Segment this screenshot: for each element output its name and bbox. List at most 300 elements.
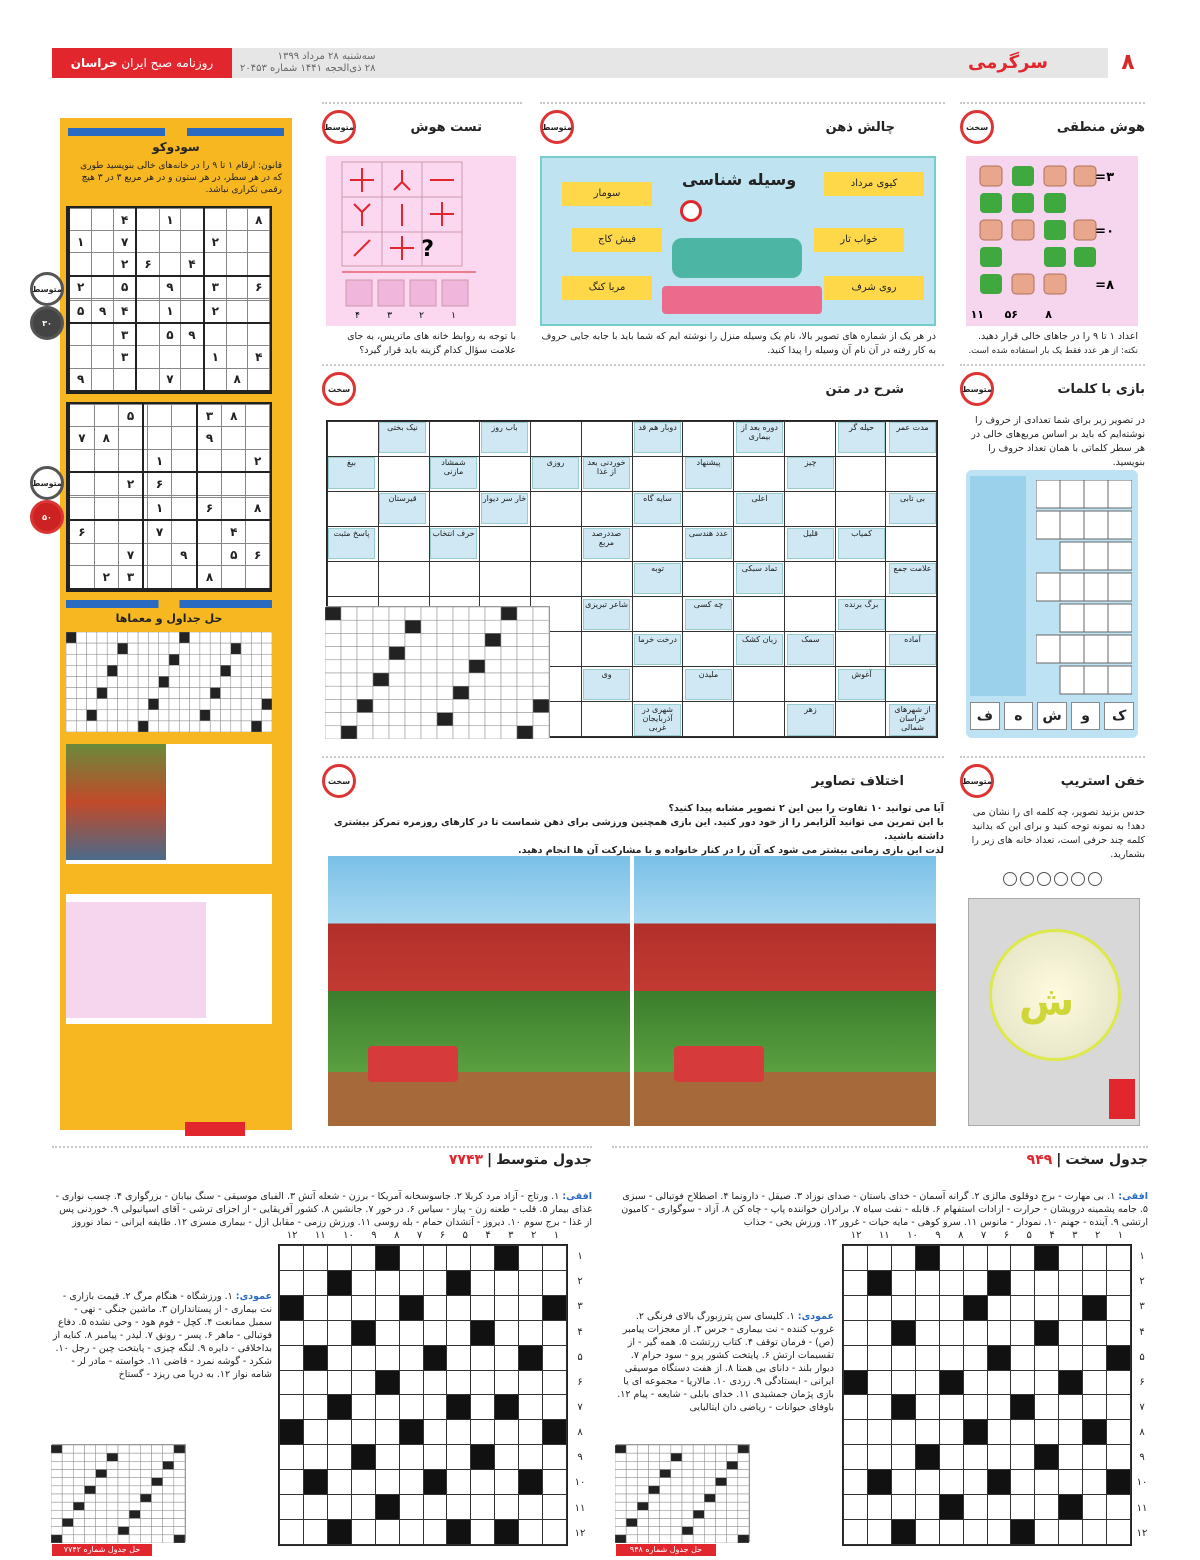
sudoku-cell[interactable] [171, 520, 196, 543]
sudoku-cell[interactable]: ۴ [113, 209, 136, 231]
crossword-cell[interactable] [581, 702, 632, 737]
crossword-cell[interactable] [375, 1519, 399, 1544]
crossword-cell[interactable] [844, 1470, 868, 1495]
sudoku-cell[interactable]: ۸ [226, 368, 248, 391]
crossword-cell[interactable] [835, 632, 886, 667]
crossword-cell[interactable] [471, 1470, 495, 1495]
crossword-cell[interactable] [915, 1395, 939, 1420]
crossword-cell[interactable] [1107, 1246, 1131, 1271]
crossword-cell[interactable] [543, 1370, 567, 1395]
crossword-cell[interactable] [543, 1270, 567, 1295]
sudoku-cell[interactable] [113, 368, 136, 391]
crossword-cell[interactable] [915, 1470, 939, 1495]
crossword-cell[interactable] [835, 702, 886, 737]
sudoku-cell[interactable]: ۴ [248, 346, 270, 368]
sudoku-cell[interactable] [69, 472, 94, 495]
crossword-cell[interactable] [1011, 1295, 1035, 1320]
crossword-cell[interactable] [939, 1445, 963, 1470]
crossword-cell[interactable] [683, 562, 734, 597]
crossword-cell[interactable] [844, 1270, 868, 1295]
crossword-cell[interactable] [399, 1345, 423, 1370]
sudoku-cell[interactable] [143, 497, 147, 520]
sudoku-cell[interactable]: ۴ [113, 300, 136, 323]
crossword-cell[interactable] [399, 1320, 423, 1345]
crossword-cell[interactable] [1011, 1270, 1035, 1295]
crossword-cell[interactable] [1107, 1495, 1131, 1520]
sudoku-cell[interactable]: ۹ [69, 368, 92, 391]
crossword-cell[interactable] [1059, 1320, 1083, 1345]
sudoku-cell[interactable] [181, 368, 204, 391]
crossword-cell[interactable] [375, 1345, 399, 1370]
crossword-cell[interactable] [891, 1495, 915, 1520]
crossword-cell[interactable] [423, 1246, 447, 1271]
crossword-cell[interactable] [378, 457, 429, 492]
crossword-cell[interactable] [327, 1445, 351, 1470]
crossword-cell[interactable] [447, 1445, 471, 1470]
crossword-cell[interactable] [1059, 1470, 1083, 1495]
crossword-cell[interactable] [495, 1420, 519, 1445]
sudoku-cell[interactable]: ۷ [159, 368, 181, 391]
crossword-cell[interactable] [351, 1295, 375, 1320]
crossword-cell[interactable] [351, 1246, 375, 1271]
sudoku-cell[interactable]: ۳ [113, 346, 136, 368]
crossword-cell[interactable] [963, 1320, 987, 1345]
crossword-cell[interactable] [480, 562, 531, 597]
crossword-cell[interactable] [987, 1420, 1011, 1445]
sudoku-cell[interactable] [136, 346, 159, 368]
sudoku-cell[interactable] [171, 449, 196, 472]
crossword-cell[interactable] [784, 492, 835, 527]
crossword-cell[interactable] [543, 1345, 567, 1370]
crossword-cell[interactable] [304, 1420, 328, 1445]
crossword-cell[interactable] [632, 667, 683, 702]
crossword-cell[interactable] [1035, 1495, 1059, 1520]
crossword-cell[interactable] [835, 562, 886, 597]
crossword-cell[interactable] [375, 1320, 399, 1345]
crossword-cell[interactable] [351, 1420, 375, 1445]
crossword-cell[interactable] [868, 1370, 892, 1395]
crossword-cell[interactable] [915, 1295, 939, 1320]
crossword-cell[interactable] [868, 1345, 892, 1370]
crossword-cell[interactable] [1011, 1320, 1035, 1345]
crossword-cell[interactable] [987, 1495, 1011, 1520]
sudoku-cell[interactable] [136, 368, 159, 391]
crossword-cell[interactable] [531, 422, 582, 457]
sudoku-cell[interactable] [136, 300, 159, 323]
crossword-cell[interactable] [423, 1370, 447, 1395]
sudoku-cell[interactable] [159, 253, 181, 276]
sudoku-cell[interactable] [148, 566, 172, 589]
sudoku-cell[interactable]: ۲ [204, 231, 227, 253]
sudoku-cell[interactable]: ۳ [113, 323, 136, 346]
sudoku-cell[interactable] [226, 276, 248, 299]
sudoku-cell[interactable] [118, 449, 143, 472]
crossword-cell[interactable] [423, 1495, 447, 1520]
sudoku-cell[interactable]: ۱ [204, 346, 227, 368]
crossword-cell[interactable] [280, 1270, 304, 1295]
crossword-cell[interactable] [891, 1270, 915, 1295]
crossword-cell[interactable] [471, 1295, 495, 1320]
sudoku-cell[interactable] [181, 209, 204, 231]
crossword-cell[interactable] [495, 1445, 519, 1470]
sudoku-cell[interactable] [69, 497, 94, 520]
sudoku-cell[interactable]: ۵ [159, 323, 181, 346]
crossword-cell[interactable] [304, 1370, 328, 1395]
crossword-cell[interactable] [304, 1445, 328, 1470]
crossword-cell[interactable] [471, 1395, 495, 1420]
crossword-cell[interactable] [423, 1519, 447, 1544]
sudoku-cell[interactable] [143, 449, 147, 472]
crossword-cell[interactable] [1107, 1270, 1131, 1295]
crossword-cell[interactable] [1083, 1495, 1107, 1520]
crossword-cell[interactable] [1059, 1295, 1083, 1320]
sudoku-cell[interactable] [246, 520, 270, 543]
crossword-cell[interactable] [1083, 1270, 1107, 1295]
sudoku-cell[interactable] [143, 427, 147, 449]
crossword-cell[interactable] [963, 1395, 987, 1420]
sudoku-grid-2[interactable] [66, 402, 272, 592]
crossword-cell[interactable] [399, 1395, 423, 1420]
crossword-cell[interactable] [1059, 1420, 1083, 1445]
crossword-cell[interactable] [429, 422, 480, 457]
crossword-cell[interactable] [1107, 1395, 1131, 1420]
sudoku-cell[interactable] [148, 543, 172, 565]
crossword-cell[interactable] [939, 1320, 963, 1345]
crossword-cell[interactable] [1083, 1246, 1107, 1271]
sudoku-cell[interactable]: ۲ [113, 253, 136, 276]
sudoku-cell[interactable]: ۹ [197, 427, 222, 449]
sudoku-cell[interactable]: ۲ [94, 566, 118, 589]
crossword-cell[interactable] [447, 1295, 471, 1320]
crossword-cell[interactable] [304, 1295, 328, 1320]
crossword-cell[interactable] [886, 457, 937, 492]
crossword-cell[interactable] [327, 1495, 351, 1520]
sudoku-cell[interactable] [222, 497, 246, 520]
crossword-cell[interactable] [1107, 1370, 1131, 1395]
crossword-cell[interactable] [423, 1320, 447, 1345]
crossword-cell[interactable] [963, 1495, 987, 1520]
crossword-cell[interactable] [328, 492, 379, 527]
crossword-cell[interactable] [1059, 1445, 1083, 1470]
sudoku-cell[interactable] [222, 449, 246, 472]
crossword-cell[interactable] [447, 1345, 471, 1370]
sudoku-cell[interactable]: ۴ [222, 520, 246, 543]
sudoku-cell[interactable] [148, 427, 172, 449]
sudoku-cell[interactable] [181, 276, 204, 299]
crossword-cell[interactable] [784, 422, 835, 457]
crossword-cell[interactable] [987, 1295, 1011, 1320]
crossword-cell[interactable] [868, 1295, 892, 1320]
crossword-cell[interactable] [519, 1270, 543, 1295]
crossword-cell[interactable] [351, 1519, 375, 1544]
crossword-cell[interactable] [1011, 1445, 1035, 1470]
sudoku-cell[interactable]: ۵ [69, 300, 92, 323]
crossword-cell[interactable] [429, 492, 480, 527]
crossword-cell[interactable] [987, 1370, 1011, 1395]
sudoku-cell[interactable] [118, 427, 143, 449]
crossword-cell[interactable] [351, 1495, 375, 1520]
crossword-cell[interactable] [543, 1495, 567, 1520]
sudoku-cell[interactable] [248, 231, 270, 253]
crossword-cell[interactable] [939, 1270, 963, 1295]
crossword-cell[interactable] [891, 1470, 915, 1495]
crossword-cell[interactable] [1059, 1519, 1083, 1544]
crossword-cell[interactable] [939, 1519, 963, 1544]
crossword-cell[interactable] [447, 1470, 471, 1495]
crossword-cell[interactable] [963, 1246, 987, 1271]
crossword-cell[interactable] [471, 1345, 495, 1370]
crossword-cell[interactable] [915, 1270, 939, 1295]
crossword-cell[interactable] [1035, 1470, 1059, 1495]
crossword-cell[interactable] [471, 1420, 495, 1445]
sudoku-cell[interactable] [204, 323, 227, 346]
crossword-cell[interactable] [399, 1270, 423, 1295]
crossword-cell[interactable] [543, 1246, 567, 1271]
sudoku-cell[interactable] [69, 253, 92, 276]
sudoku-cell[interactable] [171, 472, 196, 495]
crossword-cell[interactable] [423, 1295, 447, 1320]
crossword-cell[interactable] [1035, 1345, 1059, 1370]
sudoku-cell[interactable] [226, 209, 248, 231]
crossword-cell[interactable] [423, 1420, 447, 1445]
crossword-cell[interactable] [915, 1519, 939, 1544]
sudoku-cell[interactable]: ۸ [94, 427, 118, 449]
crossword-cell[interactable] [378, 562, 429, 597]
crossword-cell[interactable] [1107, 1320, 1131, 1345]
crossword-cell[interactable] [429, 562, 480, 597]
crossword-cell[interactable] [378, 527, 429, 562]
crossword-cell[interactable] [304, 1519, 328, 1544]
crossword-cell[interactable] [1107, 1519, 1131, 1544]
crossword-cell[interactable] [844, 1246, 868, 1271]
crossword-cell[interactable] [886, 527, 937, 562]
sudoku-cell[interactable]: ۹ [92, 300, 114, 323]
sudoku-cell[interactable] [248, 323, 270, 346]
crossword-cell[interactable] [304, 1270, 328, 1295]
sudoku-cell[interactable] [94, 543, 118, 565]
crossword-cell[interactable] [734, 702, 785, 737]
crossword-cell[interactable] [844, 1295, 868, 1320]
crossword-cell[interactable] [351, 1345, 375, 1370]
sudoku-cell[interactable]: ۳ [118, 566, 143, 589]
crossword-cell[interactable] [784, 562, 835, 597]
crossword-cell[interactable] [939, 1345, 963, 1370]
sudoku-grid-1[interactable] [66, 206, 272, 394]
crossword-cell[interactable] [519, 1295, 543, 1320]
crossword-cell[interactable] [632, 457, 683, 492]
crossword-cell[interactable] [519, 1495, 543, 1520]
sudoku-cell[interactable]: ۸ [248, 209, 270, 231]
sudoku-cell[interactable] [222, 472, 246, 495]
sudoku-cell[interactable] [69, 346, 92, 368]
sudoku-cell[interactable] [69, 449, 94, 472]
crossword-cell[interactable] [351, 1470, 375, 1495]
crossword-cell[interactable] [280, 1519, 304, 1544]
crossword-cell[interactable] [1011, 1495, 1035, 1520]
crossword-cell[interactable] [891, 1295, 915, 1320]
crossword-cell[interactable] [915, 1370, 939, 1395]
crossword-cell[interactable] [1059, 1345, 1083, 1370]
crossword-cell[interactable] [1107, 1445, 1131, 1470]
sudoku-cell[interactable]: ۶ [148, 472, 172, 495]
crossword-cell[interactable] [868, 1445, 892, 1470]
crossword-cell[interactable] [447, 1320, 471, 1345]
crossword-cell[interactable] [519, 1445, 543, 1470]
sudoku-cell[interactable] [92, 276, 114, 299]
crossword-cell[interactable] [939, 1295, 963, 1320]
crossword-cell[interactable] [495, 1295, 519, 1320]
crossword-cell[interactable] [844, 1495, 868, 1520]
crossword-cell[interactable] [471, 1270, 495, 1295]
crossword-cell[interactable] [939, 1395, 963, 1420]
sudoku-cell[interactable]: ۶ [197, 497, 222, 520]
crossword-cell[interactable] [399, 1495, 423, 1520]
crossword-cell[interactable] [683, 632, 734, 667]
crossword-cell[interactable] [1035, 1420, 1059, 1445]
sudoku-cell[interactable] [171, 497, 196, 520]
crossword-cell[interactable] [531, 492, 582, 527]
crossword-cell[interactable] [987, 1519, 1011, 1544]
sudoku-cell[interactable] [92, 231, 114, 253]
sudoku-cell[interactable]: ۸ [246, 497, 270, 520]
crossword-cell[interactable] [939, 1246, 963, 1271]
crossword-cell[interactable] [495, 1495, 519, 1520]
crossword-cell[interactable] [375, 1395, 399, 1420]
crossword-cell[interactable] [987, 1445, 1011, 1470]
sudoku-cell[interactable] [248, 253, 270, 276]
crossword-cell[interactable] [328, 562, 379, 597]
crossword-cell[interactable] [375, 1420, 399, 1445]
crossword-cell[interactable] [891, 1246, 915, 1271]
crossword-cell[interactable] [327, 1470, 351, 1495]
sudoku-cell[interactable]: ۸ [197, 566, 222, 589]
crossword-cell[interactable] [471, 1370, 495, 1395]
sudoku-cell[interactable]: ۵ [113, 276, 136, 299]
sudoku-cell[interactable]: ۲ [69, 276, 92, 299]
crossword-cell[interactable] [447, 1495, 471, 1520]
crossword-cell[interactable] [351, 1395, 375, 1420]
crossword-cell[interactable] [1083, 1370, 1107, 1395]
crossword-cell[interactable] [495, 1270, 519, 1295]
crossword-cell[interactable] [375, 1270, 399, 1295]
jadval-motevaset-grid[interactable] [278, 1244, 568, 1546]
crossword-cell[interactable] [868, 1246, 892, 1271]
sudoku-cell[interactable] [246, 472, 270, 495]
sudoku-cell[interactable]: ۶ [69, 520, 94, 543]
sudoku-cell[interactable]: ۳ [197, 405, 222, 427]
sudoku-cell[interactable] [248, 368, 270, 391]
sudoku-cell[interactable]: ۷ [113, 231, 136, 253]
crossword-cell[interactable] [835, 492, 886, 527]
sudoku-cell[interactable] [69, 323, 92, 346]
crossword-cell[interactable] [844, 1320, 868, 1345]
crossword-cell[interactable] [280, 1370, 304, 1395]
crossword-cell[interactable] [1059, 1270, 1083, 1295]
sudoku-cell[interactable] [226, 323, 248, 346]
crossword-cell[interactable] [1011, 1345, 1035, 1370]
crossword-cell[interactable] [543, 1395, 567, 1420]
crossword-cell[interactable] [327, 1320, 351, 1345]
sudoku-cell[interactable] [171, 427, 196, 449]
sudoku-cell[interactable] [69, 405, 94, 427]
crossword-cell[interactable] [280, 1395, 304, 1420]
sudoku-cell[interactable] [69, 543, 94, 565]
crossword-cell[interactable] [327, 1295, 351, 1320]
crossword-cell[interactable] [915, 1345, 939, 1370]
sudoku-cell[interactable] [226, 231, 248, 253]
crossword-cell[interactable] [543, 1445, 567, 1470]
sudoku-cell[interactable]: ۶ [248, 276, 270, 299]
crossword-cell[interactable] [1035, 1370, 1059, 1395]
sudoku-cell[interactable]: ۷ [118, 543, 143, 565]
crossword-cell[interactable] [835, 457, 886, 492]
crossword-cell[interactable] [1083, 1445, 1107, 1470]
crossword-cell[interactable] [844, 1345, 868, 1370]
crossword-cell[interactable] [304, 1246, 328, 1271]
sudoku-cell[interactable] [171, 566, 196, 589]
sudoku-cell[interactable] [136, 323, 159, 346]
sudoku-cell[interactable] [197, 449, 222, 472]
sudoku-cell[interactable] [148, 405, 172, 427]
sudoku-cell[interactable]: ۱ [148, 449, 172, 472]
sudoku-cell[interactable] [246, 427, 270, 449]
sudoku-cell[interactable] [118, 520, 143, 543]
sudoku-cell[interactable] [94, 472, 118, 495]
sudoku-cell[interactable] [69, 209, 92, 231]
crossword-cell[interactable] [1011, 1470, 1035, 1495]
sudoku-cell[interactable]: ۱ [159, 209, 181, 231]
sudoku-cell[interactable]: ۲ [246, 449, 270, 472]
sudoku-cell[interactable] [246, 405, 270, 427]
crossword-cell[interactable] [495, 1370, 519, 1395]
sudoku-cell[interactable]: ۱ [148, 497, 172, 520]
sudoku-cell[interactable] [204, 253, 227, 276]
crossword-cell[interactable] [1083, 1345, 1107, 1370]
crossword-cell[interactable] [1083, 1519, 1107, 1544]
sudoku-cell[interactable]: ۹ [181, 323, 204, 346]
sudoku-cell[interactable]: ۵ [118, 405, 143, 427]
crossword-cell[interactable] [399, 1370, 423, 1395]
crossword-cell[interactable] [1083, 1395, 1107, 1420]
crossword-cell[interactable] [519, 1519, 543, 1544]
crossword-cell[interactable] [1083, 1470, 1107, 1495]
crossword-cell[interactable] [519, 1320, 543, 1345]
sudoku-cell[interactable] [171, 405, 196, 427]
crossword-cell[interactable] [1107, 1295, 1131, 1320]
sudoku-cell[interactable] [197, 472, 222, 495]
crossword-cell[interactable] [915, 1420, 939, 1445]
crossword-cell[interactable] [447, 1420, 471, 1445]
crossword-cell[interactable] [987, 1246, 1011, 1271]
crossword-cell[interactable] [844, 1445, 868, 1470]
crossword-cell[interactable] [784, 597, 835, 632]
crossword-cell[interactable] [543, 1519, 567, 1544]
crossword-cell[interactable] [447, 1370, 471, 1395]
sudoku-cell[interactable] [159, 346, 181, 368]
crossword-cell[interactable] [987, 1395, 1011, 1420]
crossword-cell[interactable] [868, 1395, 892, 1420]
crossword-cell[interactable] [543, 1320, 567, 1345]
sudoku-cell[interactable] [136, 231, 159, 253]
sudoku-cell[interactable] [248, 300, 270, 323]
sudoku-cell[interactable] [159, 231, 181, 253]
sudoku-cell[interactable] [92, 368, 114, 391]
sudoku-cell[interactable] [143, 520, 147, 543]
crossword-cell[interactable] [327, 1345, 351, 1370]
crossword-cell[interactable] [480, 527, 531, 562]
crossword-cell[interactable] [280, 1345, 304, 1370]
sudoku-cell[interactable]: ۲ [204, 300, 227, 323]
